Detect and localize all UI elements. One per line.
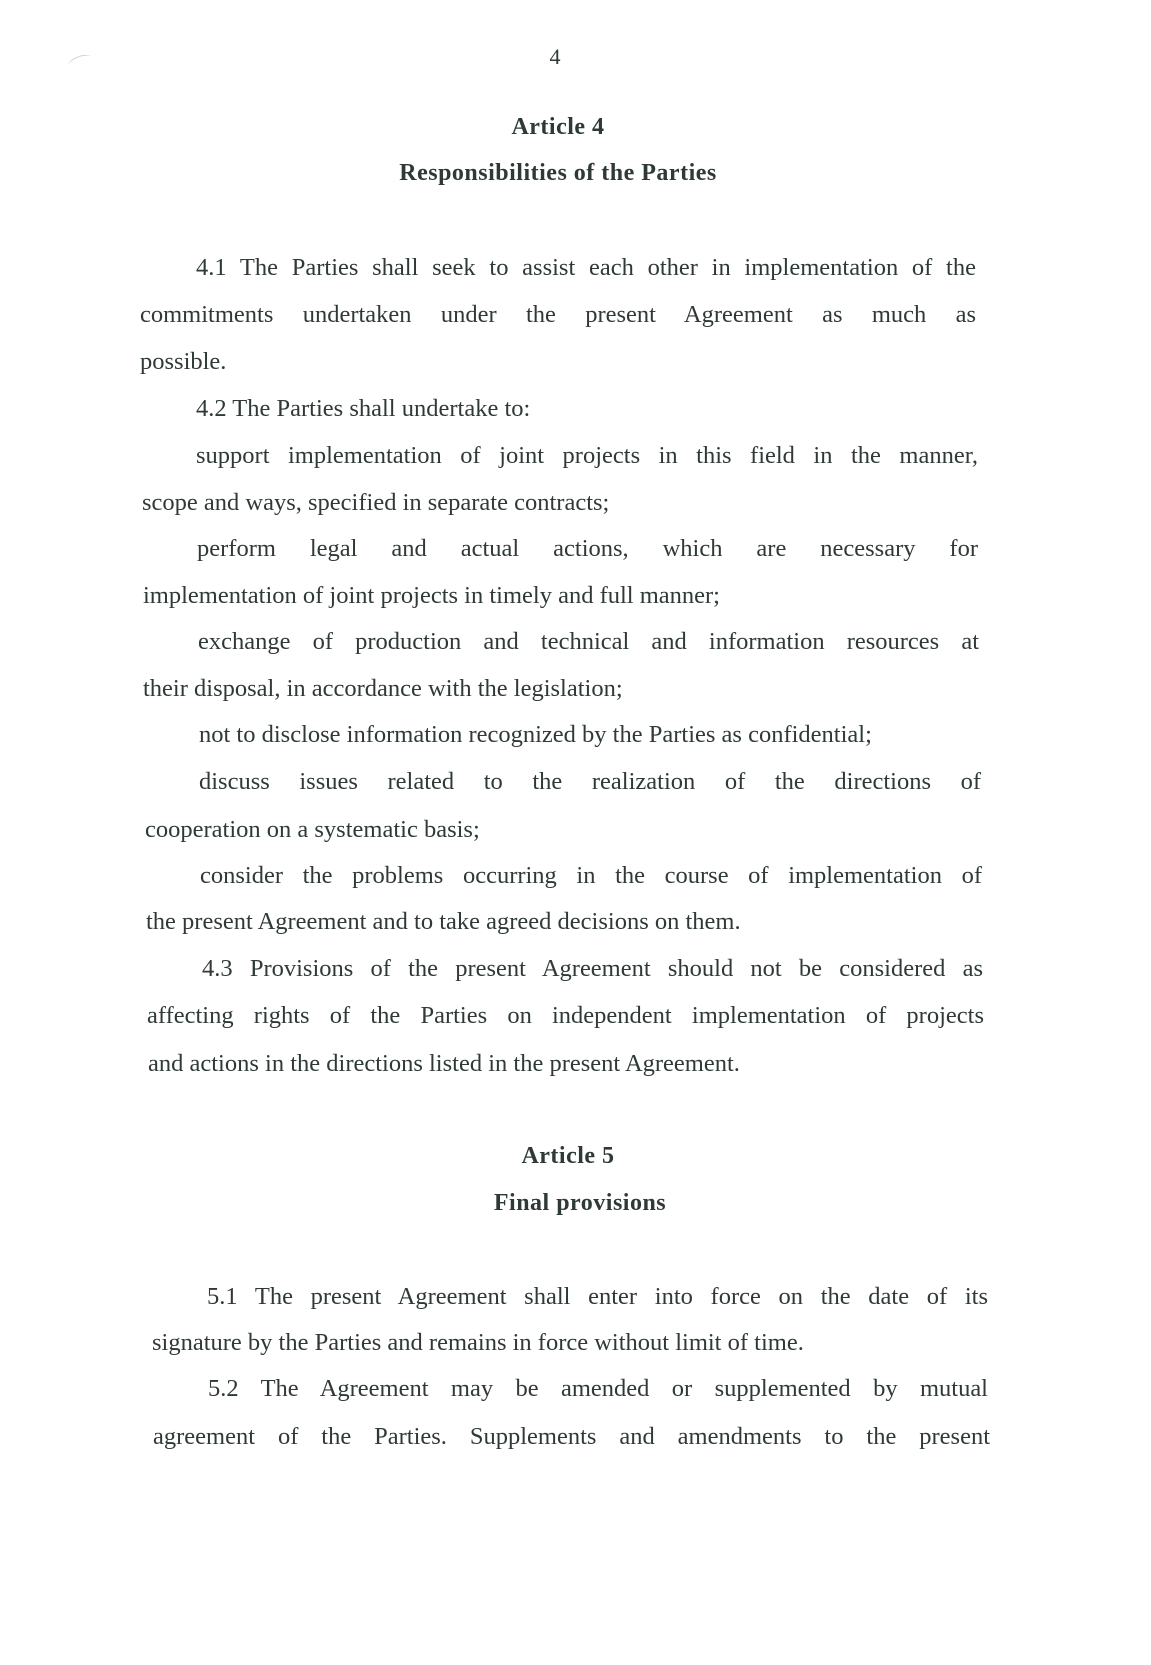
paragraph-line: their disposal, in accordance with the legislation; xyxy=(143,675,623,702)
paragraph-line: 4.1 The Parties shall seek to assist each other in implementation of the xyxy=(196,254,976,281)
paragraph-line: discuss issues related to the realization of the directions of xyxy=(199,768,981,795)
paragraph-line: 5.1 The present Agreement shall enter into force on the date of its xyxy=(207,1283,988,1310)
paragraph-line: possible. xyxy=(140,348,227,375)
paragraph-line: scope and ways, specified in separate contracts; xyxy=(142,489,610,516)
article-5-subtitle: Final provisions xyxy=(493,1190,667,1216)
paragraph-line: not to disclose information recognized by the Parties as confidential; xyxy=(199,721,872,748)
paragraph-line: support implementation of joint projects in this field in the manner, xyxy=(196,442,978,469)
paragraph-line: exchange of production and technical and information resources at xyxy=(198,628,979,655)
paragraph-line: perform legal and actual actions, which are necessary for xyxy=(197,535,978,562)
paragraph-line: 4.3 Provisions of the present Agreement should not be considered as xyxy=(202,955,983,982)
paragraph-line: 4.2 The Parties shall undertake to: xyxy=(196,395,531,422)
paragraph-line: consider the problems occurring in the course of implementation of xyxy=(200,862,982,889)
paragraph-line: affecting rights of the Parties on independent implementation of projects xyxy=(147,1002,984,1029)
paragraph-line: and actions in the directions listed in the present Agreement. xyxy=(148,1050,740,1077)
page-number: 4 xyxy=(549,44,561,69)
article-4-subtitle: Responsibilities of the Parties xyxy=(399,160,717,186)
article-4-title: Article 4 xyxy=(511,114,605,140)
paragraph-line: 5.2 The Agreement may be amended or supplemented by mutual xyxy=(208,1375,988,1402)
paragraph-line: agreement of the Parties. Supplements and amendments to the present xyxy=(153,1423,990,1450)
paragraph-line: implementation of joint projects in timely and full manner; xyxy=(143,582,720,609)
paragraph-line: cooperation on a systematic basis; xyxy=(145,816,480,843)
paragraph-line: commitments undertaken under the present Agreement as much as xyxy=(140,301,976,328)
paragraph-line: signature by the Parties and remains in force without limit of time. xyxy=(152,1329,804,1356)
article-5-title: Article 5 xyxy=(521,1143,615,1169)
paragraph-line: the present Agreement and to take agreed decisions on them. xyxy=(146,908,741,935)
